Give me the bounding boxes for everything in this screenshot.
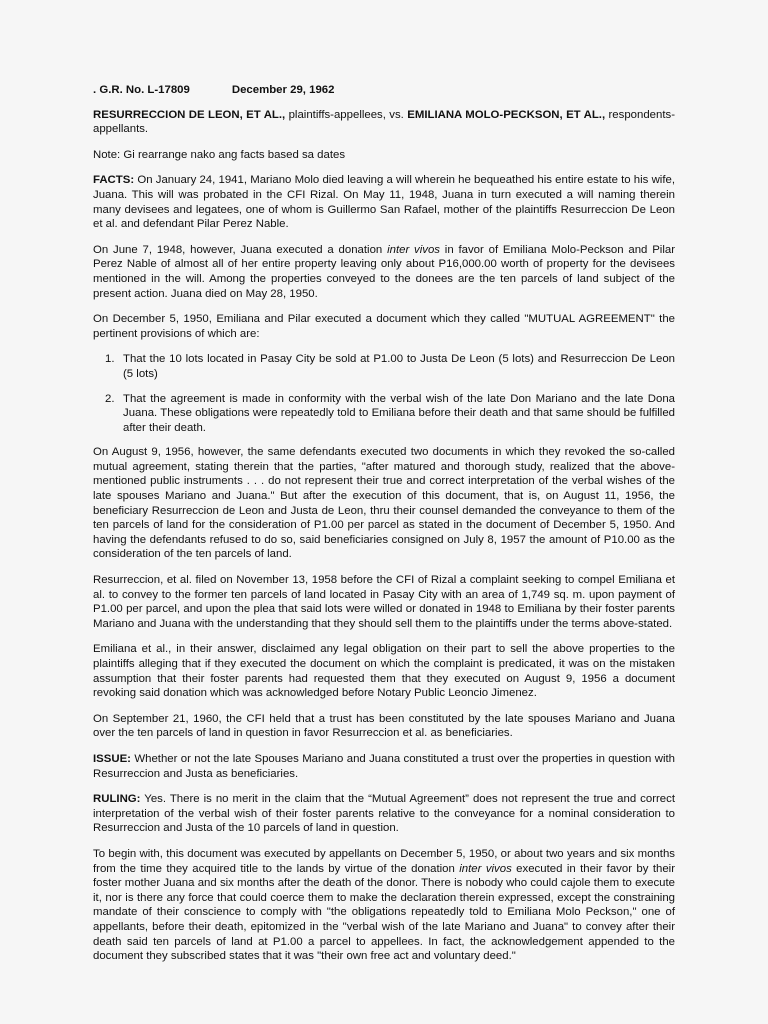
facts-paragraph-3: On December 5, 1950, Emiliana and Pilar executed a document which they called "MUTUAL AGREEMENT" the pertinent provisions of which are: [93, 313, 675, 340]
list-item [93, 352, 675, 381]
ruling-text-2-italic: inter vivos [459, 862, 512, 875]
respondents-role: respondents-appellants. [93, 108, 675, 136]
facts-text-2-italic: inter vivos [387, 243, 440, 256]
facts-paragraph-1 [93, 173, 675, 231]
case-header [93, 83, 675, 98]
ruling-paragraph-1 [93, 792, 675, 836]
facts-text-2b: in favor of Emiliana Molo-Peckson and Pilar Perez Nable of almost all of her entire property leaving only about P16,000.00 worth of property for the devisees mentioned in the will. Among the properties conveyed to the donees are the ten parcels of land subject of the present action. Juana died on May 28, 1950. [93, 243, 675, 300]
list-item-number: 2. [105, 392, 115, 405]
agreement-provisions-list [93, 352, 675, 435]
facts-label: FACTS: [93, 174, 135, 187]
case-parties [93, 108, 675, 137]
case-number: . G.R. No. L-17809 [93, 84, 190, 96]
facts-paragraph-4: On August 9, 1956, however, the same defendants executed two documents in which they revoked the so-called mutual agreement, stating therein that the parties, "after matured and thorough study, realized that the above-mentioned public instruments . . . do not represent their true and correct interpretation of the verbal wishes of the late spouses Mariano and Juana." But after the execution of this document, that is, on August 11, 1956, the beneficiary Resurreccion de Leon and Justa de Leon, thru their counsel demanded the conveyance to them of the ten parcels of land for the consideration of P1.00 per parcel as stated in the document of December 5, 1950. And having the defendants refused to do so, said beneficiaries consigned on July 8, 1957 the amount of P10.00 as the consideration of the ten parcels of land. [93, 446, 675, 561]
ruling-text-2b: executed in their favor by their foster mother Juana and six months after the death of the donor. There is nobody who could cajole them to execute it, nor is there any force that could coerce them to make the declaration therein expressed, except the constraining mandate of their conscience to comply with "the obligations repeatedly told to Emiliana Molo Peckson," one of appellants, before their death, epitomized in the "verbal wish of the late Mariano and Juana" to convey after their death said ten parcels of land at P1.00 a parcel to appellees. In fact, the acknowledgement appended to the document they subscribed states that it was "their own free act and voluntary deed." [93, 862, 675, 963]
issue-text: Whether or not the late Spouses Mariano and Juana constituted a trust over the properties in question with Resurreccion and Justa as beneficiaries. [93, 752, 675, 780]
plaintiffs-role: plaintiffs-appellees, vs. [285, 108, 408, 121]
list-item-number: 1. [105, 353, 115, 366]
ruling-text-2a: To begin with, this document was executed by appellants on December 5, 1950, or about two years and six months from the time they acquired title to the lands by virtue of the donation [93, 847, 675, 875]
issue-label: ISSUE: [93, 752, 131, 765]
document-body [93, 83, 675, 975]
list-item-text: That the 10 lots located in Pasay City be sold at P1.00 to Justa De Leon (5 lots) and Resurreccion De Leon (5 lots) [123, 353, 675, 380]
ruling-label: RULING: [93, 793, 141, 806]
list-item-text: That the agreement is made in conformity with the verbal wish of the late Don Mariano and the late Dona Juana. These obligations were repeatedly told to Emiliana before their death and that same should be fulfilled after their death. [123, 392, 675, 434]
note-paragraph: Note: Gi rearrange nako ang facts based sa dates [93, 148, 346, 161]
issue-paragraph [93, 752, 675, 781]
respondents-name: EMILIANA MOLO-PECKSON, ET AL., [407, 108, 606, 121]
case-date: December 29, 1962 [231, 84, 335, 96]
facts-paragraph-6: Emiliana et al., in their answer, disclaimed any legal obligation on their part to sell the above properties to the plaintiffs alleging that if they executed the document on which the complaint is predicated, it was on the mistaken assumption that their foster parents had requested them that they executed on August 9, 1956 a document revoking said donation which was acknowledged before Notary Public Leoncio Jimenez. [93, 643, 675, 700]
facts-paragraph-7: On September 21, 1960, the CFI held that a trust has been constituted by the late spouses Mariano and Juana over the ten parcels of land in question in favor Resurreccion et al. as beneficiaries. [93, 712, 675, 740]
plaintiffs-name: RESURRECCION DE LEON, ET AL., [93, 108, 286, 121]
facts-text-2a: On June 7, 1948, however, Juana executed a donation [93, 243, 388, 256]
ruling-paragraph-2 [93, 847, 675, 964]
ruling-text: Yes. There is no merit in the claim that the “Mutual Agreement” does not represent the true and correct interpretation of the verbal wish of their foster parents relative to the conveyance for a nominal consideration to Resurreccion and Justa of the 10 parcels of land in question. [93, 793, 675, 835]
facts-paragraph-2 [93, 243, 675, 301]
facts-text-1: On January 24, 1941, Mariano Molo died leaving a will wherein he bequeathed his entire estate to his wife, Juana. This will was probated in the CFI Rizal. On May 11, 1948, Juana in turn executed a will naming therein many devisees and legatees, one of whom is Guillermo San Rafael, mother of the plaintiffs Resurreccion De Leon et al. and defendant Pilar Perez Nable. [93, 174, 675, 231]
facts-paragraph-5: Resurreccion, et al. filed on November 13, 1958 before the CFI of Rizal a complaint seeking to compel Emiliana et al. to convey to the former ten parcels of land located in Pasay City with an area of 1,749 sq. m. upon payment of P1.00 per parcel, and upon the plea that said lots were willed or donated in 1948 to Emiliana by their foster parents Mariano and Juana with the understanding that they should sell them to the plaintiffs under the terms above-stated. [93, 574, 675, 630]
list-item [93, 392, 675, 436]
